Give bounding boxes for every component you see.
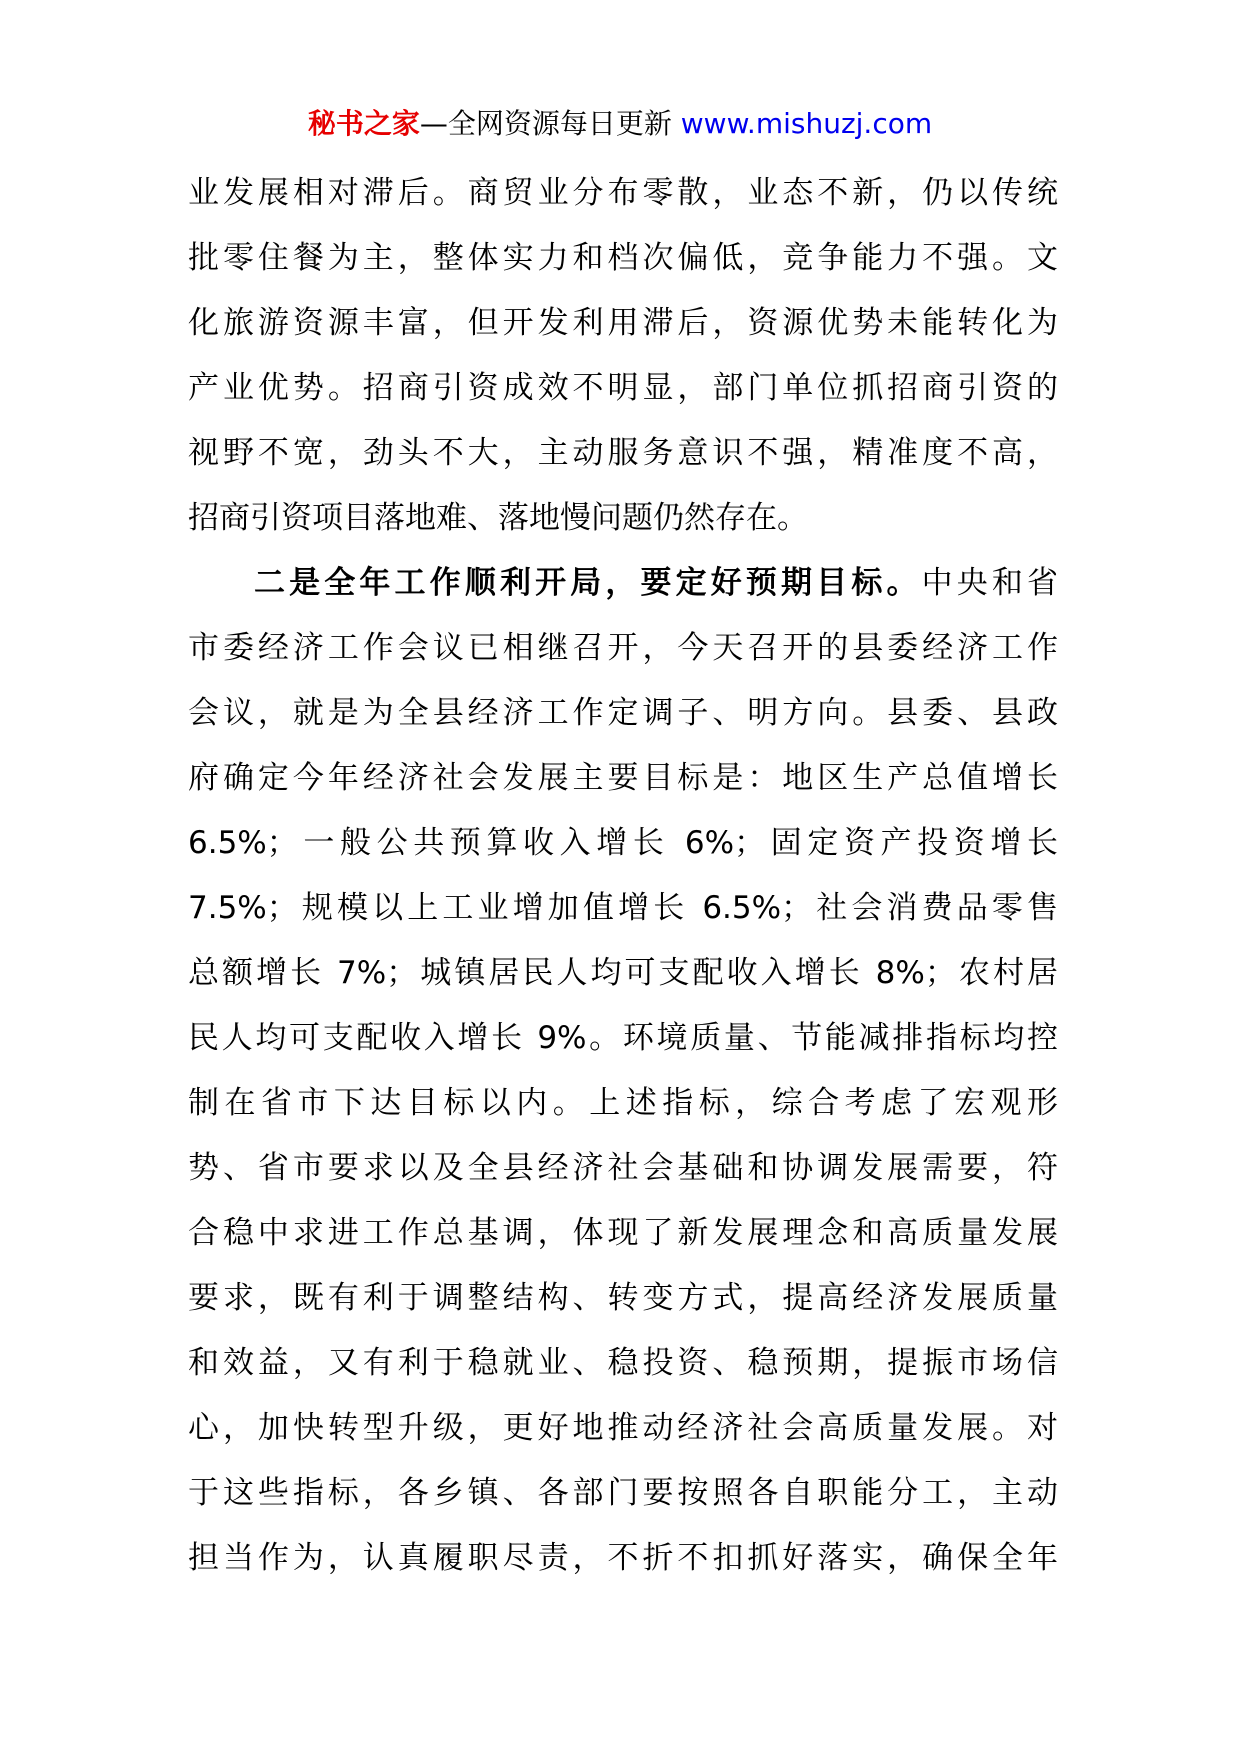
paragraph-line: 6.5%；一般公共预算收入增长 6%；固定资产投资增长: [188, 825, 1058, 861]
section-heading-continuation: 中央和省: [921, 565, 1059, 601]
header-slogan: —全网资源每日更新: [419, 107, 681, 140]
paragraph-line: 会议，就是为全县经济工作定调子、明方向。县委、县政: [188, 695, 1058, 731]
page-header: [0, 104, 1240, 144]
paragraph-line: 府确定今年经济社会发展主要目标是：地区生产总值增长: [188, 760, 1058, 796]
paragraph-line: 招商引资项目落地难、落地慢问题仍然存在。: [188, 500, 808, 536]
paragraph-line: 民人均可支配收入增长 9%。环境质量、节能减排指标均控: [188, 1020, 1058, 1056]
paragraph-line: 产业优势。招商引资成效不明显，部门单位抓招商引资的: [188, 370, 1058, 406]
paragraph-line: 势、省市要求以及全县经济社会基础和协调发展需要，符: [188, 1150, 1058, 1186]
paragraph-line: 化旅游资源丰富，但开发利用滞后，资源优势未能转化为: [188, 305, 1058, 341]
paragraph-line: 合稳中求进工作总基调，体现了新发展理念和高质量发展: [188, 1215, 1058, 1251]
paragraph-line: 要求，既有利于调整结构、转变方式，提高经济发展质量: [188, 1280, 1058, 1316]
paragraph-line: 业发展相对滞后。商贸业分布零散，业态不新，仍以传统: [188, 175, 1058, 211]
document-body: [188, 161, 1058, 1591]
paragraph-line: 担当作为，认真履职尽责，不折不扣抓好落实，确保全年: [188, 1540, 1058, 1576]
brand-name: 秘书之家: [307, 107, 420, 140]
paragraph-line: 批零住餐为主，整体实力和档次偏低，竞争能力不强。文: [188, 240, 1058, 276]
website-link[interactable]: www.mishuzj.com: [680, 107, 933, 140]
paragraph-line: 于这些指标，各乡镇、各部门要按照各自职能分工，主动: [188, 1475, 1058, 1511]
paragraph-line: 市委经济工作会议已相继召开，今天召开的县委经济工作: [188, 630, 1058, 666]
paragraph-line: 和效益，又有利于稳就业、稳投资、稳预期，提振市场信: [188, 1345, 1058, 1381]
section-heading: 二是全年工作顺利开局，要定好预期目标。: [254, 565, 922, 601]
section-heading-line: [188, 551, 1058, 616]
paragraph-line: 总额增长 7%；城镇居民人均可支配收入增长 8%；农村居: [188, 955, 1058, 991]
paragraph-line: 7.5%；规模以上工业增加值增长 6.5%；社会消费品零售: [188, 890, 1058, 926]
paragraph-line: 视野不宽，劲头不大，主动服务意识不强，精准度不高，: [188, 435, 1058, 471]
paragraph-line: 心，加快转型升级，更好地推动经济社会高质量发展。对: [188, 1410, 1058, 1446]
paragraph-line: 制在省市下达目标以内。上述指标，综合考虑了宏观形: [188, 1085, 1058, 1121]
